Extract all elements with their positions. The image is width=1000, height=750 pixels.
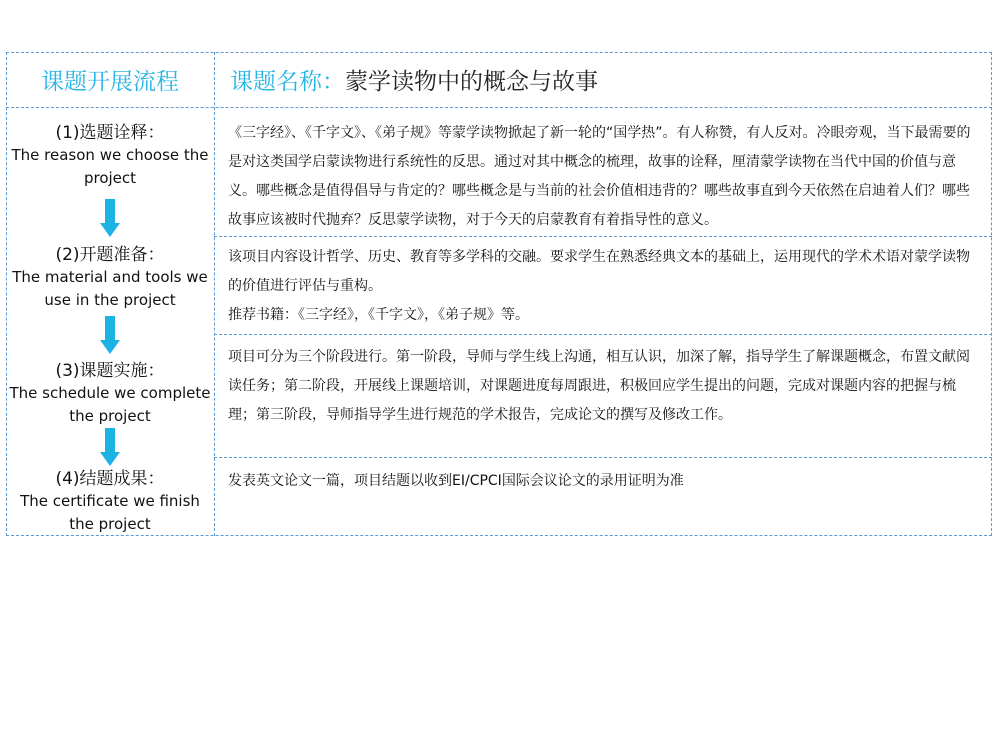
paragraph: 该项目内容设计哲学、历史、教育等多学科的交融。要求学生在熟悉经典文本的基础上，运用现代的学术术语对蒙学读物的价值进行评估与重构。 xyxy=(228,249,970,294)
down-arrow-icon xyxy=(100,316,120,354)
interpretation-text xyxy=(228,119,976,235)
step-subtitle: The reason we choose the project xyxy=(11,146,209,187)
paragraph: 项目可分为三个阶段进行。第一阶段，导师与学生线上沟通，相互认识，加深了解，指导学生了解课题概念，布置文献阅读任务；第二阶段，开展线上课题培训，对课题进度每周跟进，积极回应学生提出的问题，完成对课题内容的把握与梳理；第三阶段，导师指导学生进行规范的学术报告，完成论文的撰写及修改工作。 xyxy=(228,349,970,423)
step-subtitle: The certificate we finish the project xyxy=(20,492,200,533)
column-divider xyxy=(214,52,215,536)
step-title: (1)选题诠释： xyxy=(55,123,165,143)
step-title: (3)课题实施： xyxy=(55,361,165,381)
project-title xyxy=(230,52,598,107)
down-arrow-icon xyxy=(100,199,120,237)
step-result xyxy=(6,468,214,536)
step-subtitle: The material and tools we use in the project xyxy=(12,268,208,309)
implementation-text xyxy=(228,343,976,430)
row-divider xyxy=(214,334,992,335)
row-divider xyxy=(214,236,992,237)
step-title: (2)开题准备： xyxy=(55,245,165,265)
recommended-books: 推荐书籍：《三字经》，《千字文》，《弟子规》等。 xyxy=(228,307,529,323)
step-interpretation xyxy=(6,122,214,190)
step-subtitle: The schedule we complete the project xyxy=(9,384,211,425)
project-title-label: 课题名称： xyxy=(230,69,345,95)
paragraph: 《三字经》、《千字文》、《弟子规》等蒙学读物掀起了新一轮的“国学热”。有人称赞，有人反对。冷眼旁观，当下最需要的是对这类国学启蒙读物进行系统性的反思。通过对其中概念的梳理，故事的诠释，厘清蒙学读物在当代中国的价值与意义。哪些概念是值得倡导与肯定的？哪些概念是与当前的社会价值相违背的？哪些故事直到今天依然在启迪着人们？哪些故事应该被时代抛弃？反思蒙学读物，对于今天的启蒙教育有着指导性的意义。 xyxy=(228,125,971,228)
step-preparation xyxy=(6,244,214,312)
process-title: 课题开展流程 xyxy=(41,69,179,95)
preparation-text xyxy=(228,243,976,330)
step-implementation xyxy=(6,360,214,428)
paragraph: 发表英文论文一篇，项目结题以收到EI/CPCI国际会议论文的录用证明为准 xyxy=(228,473,684,489)
project-title-value: 蒙学读物中的概念与故事 xyxy=(345,69,598,95)
header-divider xyxy=(6,107,992,108)
row-divider xyxy=(214,457,992,458)
down-arrow-icon xyxy=(100,428,120,466)
result-text xyxy=(228,467,976,496)
step-title: (4)结题成果： xyxy=(55,469,165,489)
